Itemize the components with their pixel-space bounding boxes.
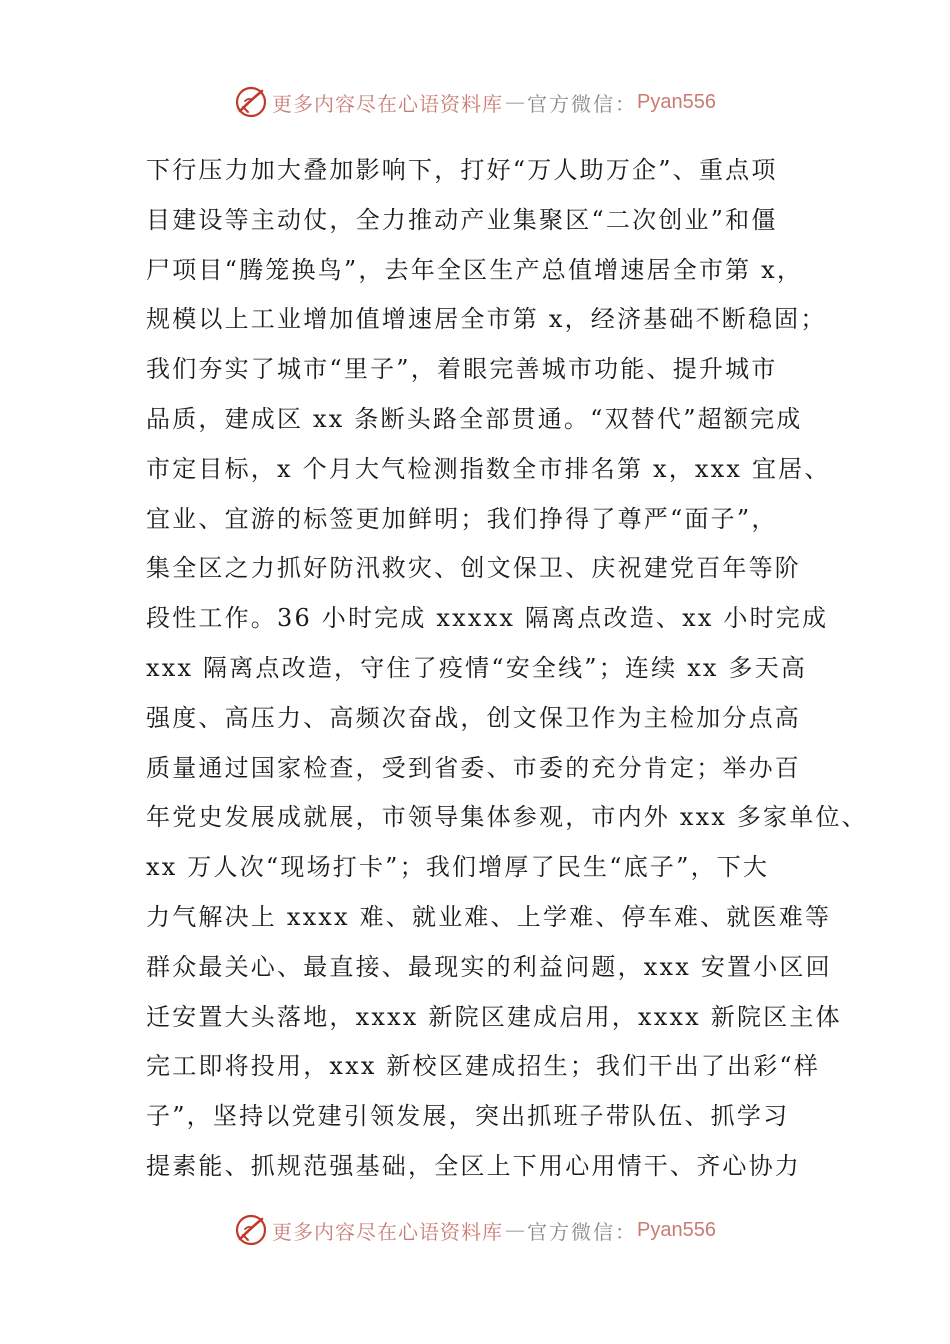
footer-banner (0, 1210, 950, 1250)
pen-logo-icon (234, 85, 268, 119)
body-line: 子”，坚持以党建引领发展，突出抓班子带队伍、抓学习 (146, 1102, 790, 1131)
body-line: 目建设等主动仗，全力推动产业集聚区“二次创业”和僵 (146, 205, 778, 234)
header-wechat-id: Pyan556 (637, 90, 716, 113)
body-line: 尸项目“腾笼换鸟”，去年全区生产总值增速居全市第 x， (146, 255, 804, 284)
body-line: xx 万人次“现场打卡”；我们增厚了民生“底子”，下大 (146, 853, 770, 882)
footer-separator: — (505, 1218, 526, 1242)
body-line: 完工即将投用，xxx 新校区建成招生；我们干出了出彩“样 (146, 1052, 821, 1081)
body-line: 集全区之力抓好防汛救灾、创文保卫、庆祝建党百年等阶 (146, 554, 801, 583)
body-line: xxx 隔离点改造，守住了疫情“安全线”；连续 xx 多天高 (146, 653, 808, 682)
body-line: 段性工作。36 小时完成 xxxxx 隔离点改造、xx 小时完成 (146, 604, 829, 633)
body-line: 强度、高压力、高频次奋战，创文保卫作为主检加分点高 (146, 703, 801, 732)
pen-logo-icon (234, 1213, 268, 1247)
header-wechat-label: 官方微信： (527, 91, 638, 116)
header-slogan: 更多内容尽在心语资料库 (272, 91, 504, 116)
body-line: 我们夯实了城市“里子”，着眼完善城市功能、提升城市 (146, 355, 778, 384)
body-line: 下行压力加大叠加影响下，打好“万人助万企”、重点项 (146, 156, 778, 184)
header-banner (0, 82, 950, 122)
body-line: 市定目标，x 个月大气检测指数全市排名第 x，xxx 宜居、 (146, 454, 831, 483)
body-line: 提素能、抓规范强基础，全区上下用心用情干、齐心协力 (146, 1151, 801, 1180)
header-separator: — (505, 90, 526, 114)
footer-slogan: 更多内容尽在心语资料库 (272, 1219, 504, 1244)
footer-wechat-id: Pyan556 (637, 1218, 716, 1241)
footer-wechat-label: 官方微信： (527, 1219, 638, 1244)
body-line: 群众最关心、最直接、最现实的利益问题，xxx 安置小区回 (146, 952, 832, 981)
body-line: 宜业、宜游的标签更加鲜明；我们挣得了尊严“面子”， (146, 504, 778, 533)
body-line: 年党史发展成就展，市领导集体参观，市内外 xxx 多家单位、 (146, 803, 868, 832)
body-line: 品质，建成区 xx 条断头路全部贯通。“双替代”超额完成 (146, 404, 803, 433)
document-body (146, 150, 868, 1196)
body-line: 规模以上工业增加值增速居全市第 x，经济基础不断稳固； (146, 305, 827, 334)
body-line: 力气解决上 xxxx 难、就业难、上学难、停车难、就医难等 (146, 902, 832, 931)
body-line: 迁安置大头落地，xxxx 新院区建成启用，xxxx 新院区主体 (146, 1002, 842, 1031)
body-line: 质量通过国家检查，受到省委、市委的充分肯定；举办百 (146, 753, 801, 782)
